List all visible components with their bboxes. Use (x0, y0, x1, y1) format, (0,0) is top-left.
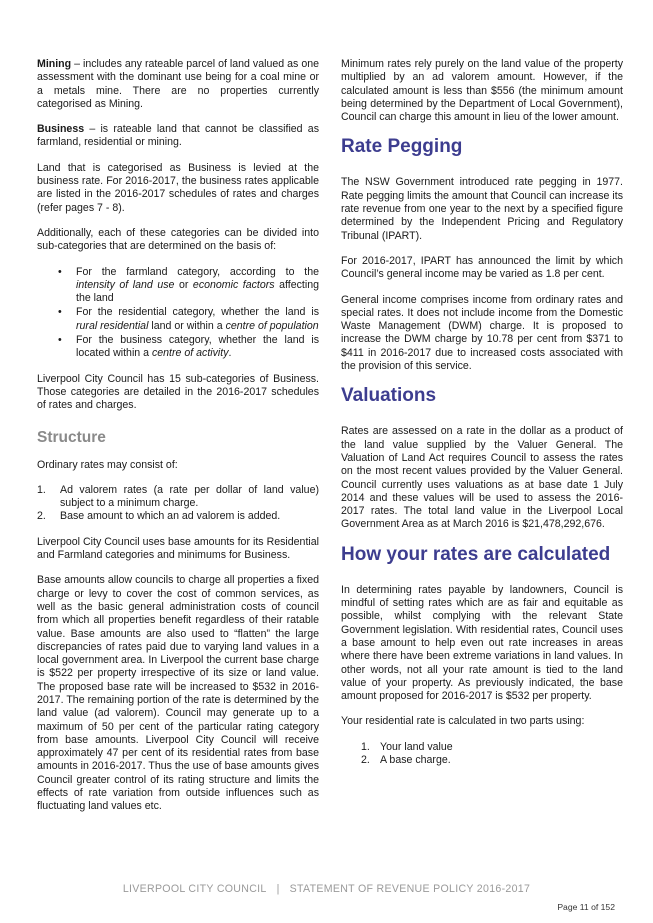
footer-separator: | (276, 883, 280, 895)
structure-intro: Ordinary rates may consist of: (37, 458, 178, 471)
rate-pegging-paragraph-1: The NSW Government introduced rate pegging in 1977. Rate pegging limits the amount that Council can increase its rate revenue from one year to the next by a specified figure determined by the Independent Pricing and Regulatory Tribunal (IPART). (341, 176, 623, 242)
page-number: Page 11 of 152 (557, 902, 615, 912)
business-paragraph (37, 123, 319, 150)
liverpool-subcategories-paragraph: Liverpool City Council has 15 sub-categories of Business. Those categories are detailed in the 2016-2017 schedules of rates and charges. (37, 372, 319, 412)
business-text: – is rateable land that cannot be classified as farmland, residential or mining. (37, 123, 319, 149)
valuations-heading: Valuations (341, 385, 437, 407)
subcategory-bullet-list (37, 266, 319, 361)
footer-document-title: STATEMENT OF REVENUE POLICY 2016-2017 (289, 883, 531, 895)
how-rates-calculated-heading: How your rates are calculated (341, 543, 611, 565)
valuations-paragraph: Rates are assessed on a rate in the dollar as a product of the land value supplied by the Valuer General. The Valuation of Land Act requires Council to assess the rates on the most recent values provided by the Valuer General. Council currently uses valuations as at base date 1 July 2014 and these values will be used to assess the 2016-2017 rates. The total land value in the Liverpool Local Government Area as at March 2016 is $21,478,292,676. (341, 425, 623, 531)
bullet-farmland: • For the farmland category, according to the intensity of land use or economic factors affecting the land (37, 266, 319, 306)
list-item: 1. Your land value (361, 740, 453, 753)
structure-list (37, 484, 319, 524)
structure-heading: Structure (37, 428, 106, 446)
footer-council-name: LIVERPOOL CITY COUNCIL (122, 883, 267, 895)
list-item: 2. A base charge. (361, 753, 451, 766)
rate-parts-list (341, 741, 623, 768)
base-amounts-paragraph: Base amounts allow councils to charge all properties a fixed charge or levy to cover the cost of common services, as well as the basic general administration costs of council from which all properties benefit regardless of their ratable value. Base amounts are also used to “flatten” the large discrepancies of rates paid due to varying land values in a local government area. In Liverpool the current base charge is $522 per property irrespective of its size or land value. The proposed base rate will be increased to $532 in 2016-2017. The remaining portion of the rate is determined by the land value (ad valorem). Council may generate up to a maximum of 50 per cent of the particular rating category from base amounts. Liverpool City Council will receive approximately 47 per cent of its residential rates from base amounts in 2016-2017. Thus the use of base amounts gives Council greater control of its rating structure and limits the effects of rate variation from outside influences such as fluctuating land values etc. (37, 574, 319, 813)
subcategories-paragraph: Additionally, each of these categories can be divided into sub-categories that are determined on the basis of: (37, 226, 319, 253)
minimum-rates-paragraph: Minimum rates rely purely on the land value of the property multiplied by an ad valorem amount. However, if the calculated amount is less than $556 (the minimum amount being determined by the Department of Local Government), Council can charge this amount in lieu of the lower amount. (341, 58, 623, 124)
right-column (341, 58, 623, 767)
list-item: 1. Ad valorem rates (a rate per dollar of land value) subject to a minimum charge. (37, 483, 319, 510)
rates-calculation-paragraph: In determining rates payable by landowners, Council is mindful of setting rates which are as fair and equitable as possible, whilst complying with the relevant State Government legislation. With residential rates, Council uses a base amount to help even out rate increases in areas where there have been extreme variations in land values. In other words, not all your rate amount is tied to the land value of your property. As previously indicated, the base amount proposed for 2016-2017 is $532 per property. (341, 583, 623, 703)
mining-term: Mining (37, 58, 72, 70)
page-footer (0, 883, 653, 895)
rate-pegging-paragraph-2: For 2016-2017, IPART has announced the limit by which Council’s general income may be varied as 1.8 per cent. (341, 254, 623, 281)
business-term: Business (37, 123, 85, 136)
bullet-residential: • For the residential category, whether the land is rural residential land or within a centre of population (37, 306, 319, 333)
rate-pegging-heading: Rate Pegging (341, 136, 463, 158)
list-item: 2. Base amount to which an ad valorem is added. (37, 510, 281, 523)
rate-pegging-paragraph-3: General income comprises income from ordinary rates and special rates. It does not include income from the Domestic Waste Management (DWM) charge. It is proposed to increase the DWM charge by 10.78 per cent from $371 to $411 in 2016-2017 due to increased costs associated with the provision of this service. (341, 293, 623, 373)
mining-paragraph (37, 58, 319, 111)
two-parts-paragraph: Your residential rate is calculated in two parts using: (341, 715, 585, 728)
left-column (37, 58, 319, 826)
business-levied-paragraph: Land that is categorised as Business is levied at the business rate. For 2016-2017, the business rates applicable are listed in the 2016-2017 schedules of rates and charges (refer pages 7 - 8). (37, 161, 319, 214)
bullet-business: • For the business category, whether the land is located within a centre of activity. (37, 334, 319, 361)
uses-base-amounts-paragraph: Liverpool City Council uses base amounts for its Residential and Farmland categories and minimums for Business. (37, 535, 319, 562)
mining-text: – includes any rateable parcel of land valued as one assessment with the dominant use being for a coal mine or a metals mine. There are no properties currently categorised as Mining. (37, 58, 319, 110)
